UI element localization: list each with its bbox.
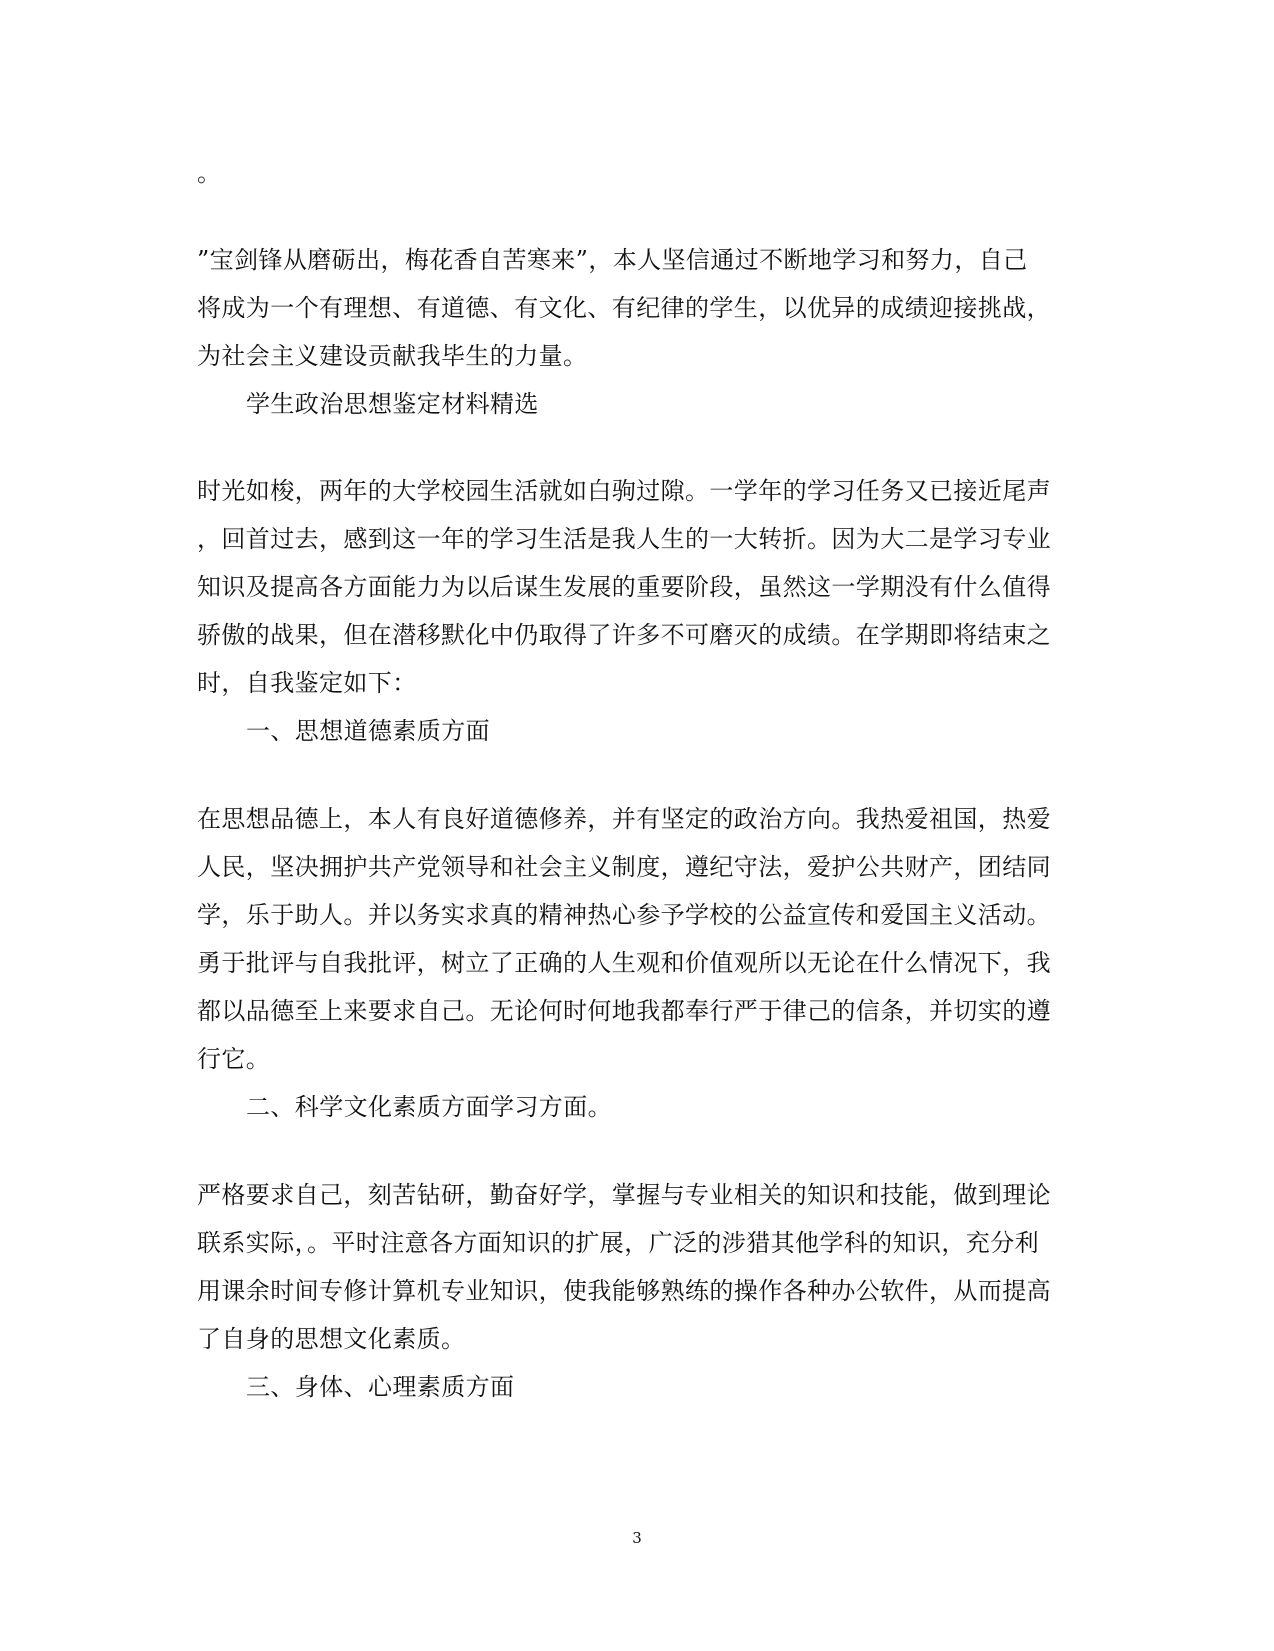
section-heading: 三、身体、心理素质方面 <box>246 1373 515 1401</box>
text-line: 学，乐于助人。并以务实求真的精神热心参予学校的公益宣传和爱国主义活动。 <box>197 901 1051 929</box>
text-line: ”宝剑锋从磨砺出，梅花香自苦寒来”，本人坚信通过不断地学习和努力，自己 <box>197 246 1028 274</box>
text-line: 用课余时间专修计算机专业知识，使我能够熟练的操作各种办公软件，从而提高 <box>197 1277 1051 1305</box>
text-line: 时光如梭，两年的大学校园生活就如白驹过隙。一学年的学习任务又已接近尾声 <box>197 477 1051 505</box>
text-line: 联系实际，。平时注意各方面知识的扩展，广泛的涉猎其他学科的知识，充分利 <box>197 1229 1039 1257</box>
text-line: 严格要求自己，刻苦钻研，勤奋好学，掌握与专业相关的知识和技能，做到理论 <box>197 1181 1051 1209</box>
text-line: 人民，坚决拥护共产党领导和社会主义制度，遵纪守法，爱护公共财产，团结同 <box>197 853 1051 881</box>
text-line: 在思想品德上，本人有良好道德修养，并有坚定的政治方向。我热爱祖国，热爱 <box>197 805 1051 833</box>
text-line: 将成为一个有理想、有道德、有文化、有纪律的学生，以优异的成绩迎接挑战， <box>197 294 1051 322</box>
text-line: ，回首过去，感到这一年的学习生活是我人生的一大转折。因为大二是学习专业 <box>197 525 1051 553</box>
page-number: 3 <box>632 1529 642 1547</box>
text-line: 骄傲的战果，但在潜移默化中仍取得了许多不可磨灭的成绩。在学期即将结束之 <box>197 621 1051 649</box>
text-line: 了自身的思想文化素质。 <box>197 1325 466 1353</box>
text-line: 都以品德至上来要求自己。无论何时何地我都奉行严于律己的信条，并切实的遵 <box>197 997 1051 1025</box>
text-line: 。 <box>197 159 222 187</box>
text-line: 行它。 <box>197 1045 271 1073</box>
text-line: 勇于批评与自我批评，树立了正确的人生观和价值观所以无论在什么情况下，我 <box>197 949 1051 977</box>
section-title: 学生政治思想鉴定材料精选 <box>246 390 539 418</box>
section-heading: 一、思想道德素质方面 <box>246 717 490 745</box>
text-line: 知识及提高各方面能力为以后谋生发展的重要阶段，虽然这一学期没有什么值得 <box>197 573 1051 601</box>
text-line: 时，自我鉴定如下： <box>197 669 417 697</box>
section-heading: 二、科学文化素质方面学习方面。 <box>246 1093 612 1121</box>
text-line: 为社会主义建设贡献我毕生的力量。 <box>197 342 588 370</box>
